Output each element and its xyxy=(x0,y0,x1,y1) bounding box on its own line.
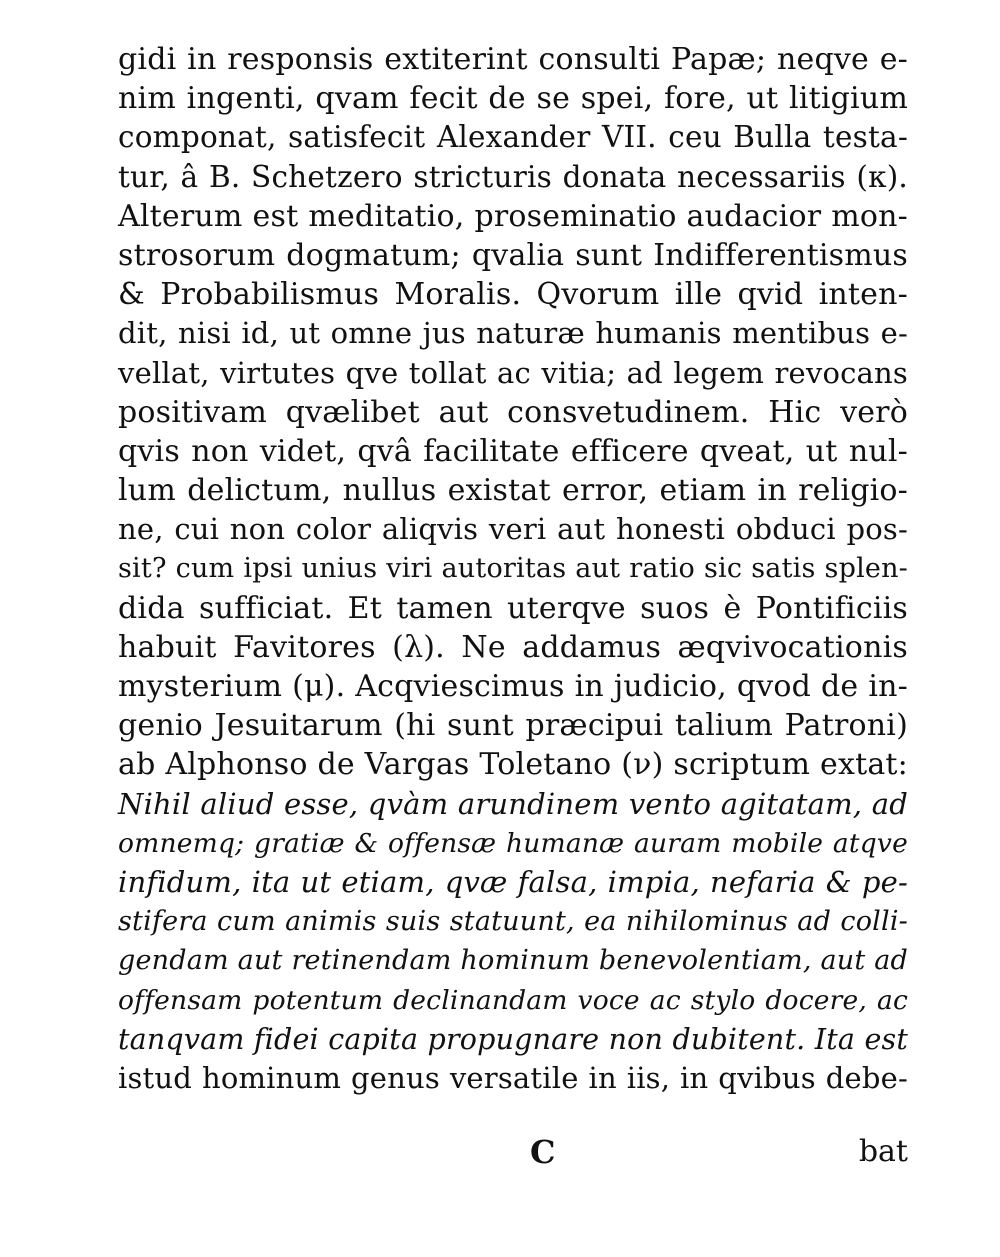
text-line-7: & Probabilismus Moralis. Qvorum ille qvid inten- xyxy=(118,277,908,313)
text-line-5: Alterum est meditatio, proseminatio audacior mon- xyxy=(118,198,908,234)
text-line-1: gidi in responsis extiterint consulti Papæ; neqve e- xyxy=(118,42,908,77)
text-line-6: strosorum dogmatum; qvalia sunt Indifferentismus xyxy=(118,237,908,273)
text-line-3: componat, satisfecit Alexander VII. ceu Bulla testa- xyxy=(118,120,908,155)
text-line-18: genio Jesuitarum (hi sunt præcipui talium Patroni) xyxy=(118,708,908,744)
quote-line-2: omnemq; gratiæ & offensæ humanæ auram mobile atqve xyxy=(118,827,908,859)
page-footer xyxy=(118,1130,908,1174)
text-line-9: vellat, virtutes qve tollat ac vitia; ad legem revocans xyxy=(118,355,908,390)
text-line-20: istud hominum genus versatile in iis, in qvibus debe- xyxy=(118,1060,908,1095)
text-line-11: qvis non videt, qvâ facilitate efficere qveat, ut nul- xyxy=(118,433,908,469)
body-text xyxy=(118,40,908,1098)
text-line-12: lum delictum, nullus existat error, etiam in religio- xyxy=(118,473,908,509)
catchword: bat xyxy=(858,1134,908,1169)
quote-line-7: tanqvam fidei capita propugnare non dubitent. Ita est xyxy=(118,1022,908,1056)
text-line-8: dit, nisi id, ut omne jus naturæ humanis mentibus e- xyxy=(118,316,908,351)
text-line-17: mysterium (μ). Acqviescimus in judicio, qvod de in- xyxy=(118,669,908,704)
quote-line-3: infidum, ita ut etiam, qvæ falsa, impia, nefaria & pe- xyxy=(118,864,908,899)
text-line-10: positivam qvælibet aut consvetudinem. Hic verò xyxy=(118,394,908,430)
text-line-13: ne, cui non color aliqvis veri aut honesti obduci pos- xyxy=(118,512,908,547)
text-line-15: dida sufficiat. Et tamen uterqve suos è Pontificiis xyxy=(118,590,908,626)
quote-line-4: stifera cum animis suis statuunt, ea nihilominus ad colli- xyxy=(118,906,908,938)
quote-line-1: Nihil aliud esse, qvàm arundinem vento agitatam, ad xyxy=(118,786,908,821)
quote-line-5: gendam aut retinendam hominum benevolentiam, aut ad xyxy=(118,945,908,977)
signature-mark: C xyxy=(530,1133,556,1171)
text-line-16: habuit Favitores (λ). Ne addamus æqvivocationis xyxy=(118,629,908,665)
text-line-2: nim ingenti, qvam fecit de se spei, fore, ut litigium xyxy=(118,81,908,117)
text-line-19: ab Alphonso de Vargas Toletano (ν) scriptum extat: xyxy=(118,747,908,783)
text-line-14: sit? cum ipsi unius viri autoritas aut ratio sic satis splen- xyxy=(118,553,908,585)
text-line-4: tur, â B. Schetzero stricturis donata necessariis (κ). xyxy=(118,159,908,194)
quote-line-6: offensam potentum declinandam voce ac stylo docere, ac xyxy=(118,984,908,1016)
